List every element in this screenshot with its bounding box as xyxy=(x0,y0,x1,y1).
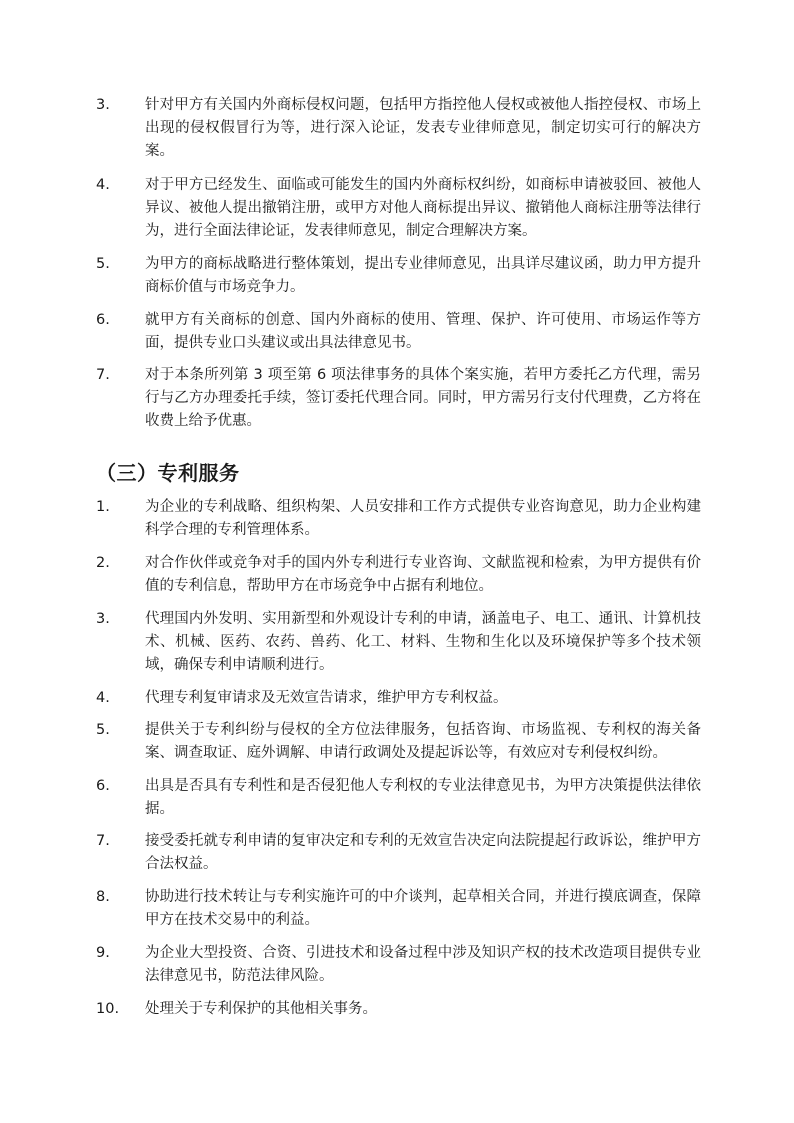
item-text: 为甲方的商标战略进行整体策划，提出专业律师意见，出具详尽建议函，助力甲方提升商标价值与市场竞争力。 xyxy=(145,256,701,295)
item-number: 5. xyxy=(96,722,110,738)
item-text: 就甲方有关商标的创意、国内外商标的使用、管理、保护、许可使用、市场运作等方面，提供专业口头建议或出具法律意见书。 xyxy=(145,312,701,351)
item-number: 2. xyxy=(96,555,110,571)
item-number: 7. xyxy=(96,833,110,849)
item-number: 6. xyxy=(96,778,110,794)
item-text: 对于本条所列第 3 项至第 6 项法律事务的具体个案实施，若甲方委托乙方代理，需另行与乙方办理委托手续，签订委托代理合同。同时，甲方需另行支付代理费，乙方将在收费上给予优惠。 xyxy=(145,367,701,429)
item-number: 5. xyxy=(96,256,110,272)
item-text: 针对甲方有关国内外商标侵权问题，包括甲方指控他人侵权或被他人指控侵权、市场上出现的侵权假冒行为等，进行深入论证，发表专业律师意见，制定切实可行的解决方案。 xyxy=(145,97,701,159)
item-text: 出具是否具有专利性和是否侵犯他人专利权的专业法律意见书，为甲方决策提供法律依据。 xyxy=(145,778,701,817)
section-heading-patent-services: （三）专利服务 xyxy=(96,461,240,485)
item-number: 6. xyxy=(96,312,110,328)
item-text: 为企业大型投资、合资、引进技术和设备过程中涉及知识产权的技术改造项目提供专业法律意见书，防范法律风险。 xyxy=(145,945,701,984)
item-number: 10. xyxy=(96,1001,120,1017)
item-text: 接受委托就专利申请的复审决定和专利的无效宣告决定向法院提起行政诉讼，维护甲方合法权益。 xyxy=(145,833,701,872)
item-number: 9. xyxy=(96,945,110,961)
item-text: 提供关于专利纠纷与侵权的全方位法律服务，包括咨询、市场监视、专利权的海关备案、调查取证、庭外调解、申请行政调处及提起诉讼等，有效应对专利侵权纠纷。 xyxy=(145,722,701,761)
item-text: 处理关于专利保护的其他相关事务。 xyxy=(145,1001,377,1017)
item-number: 4. xyxy=(96,177,110,193)
item-number: 3. xyxy=(96,611,110,627)
item-text: 代理专利复审请求及无效宣告请求，维护甲方专利权益。 xyxy=(145,690,508,706)
item-number: 4. xyxy=(96,690,110,706)
item-text: 为企业的专利战略、组织构架、人员安排和工作方式提供专业咨询意见，助力企业构建科学合理的专利管理体系。 xyxy=(145,499,701,538)
item-text: 对于甲方已经发生、面临或可能发生的国内外商标权纠纷，如商标申请被驳回、被他人异议、被他人提出撤销注册，或甲方对他人商标提出异议、撤销他人商标注册等法律行为，进行全面法律论证，发表律师意见，制定合理解决方案。 xyxy=(145,177,701,239)
item-number: 8. xyxy=(96,889,110,905)
item-number: 3. xyxy=(96,97,110,113)
item-text: 协助进行技术转让与专利实施许可的中介谈判，起草相关合同，并进行摸底调查，保障甲方在技术交易中的利益。 xyxy=(145,889,701,928)
item-text: 代理国内外发明、实用新型和外观设计专利的申请，涵盖电子、电工、通讯、计算机技术、机械、医药、农药、兽药、化工、材料、生物和生化以及环境保护等多个技术领域，确保专利申请顺利进行。 xyxy=(145,611,701,673)
item-number: 7. xyxy=(96,367,110,383)
item-number: 1. xyxy=(96,499,110,515)
item-text: 对合作伙伴或竞争对手的国内外专利进行专业咨询、文献监视和检索，为甲方提供有价值的专利信息，帮助甲方在市场竞争中占据有利地位。 xyxy=(145,555,701,594)
